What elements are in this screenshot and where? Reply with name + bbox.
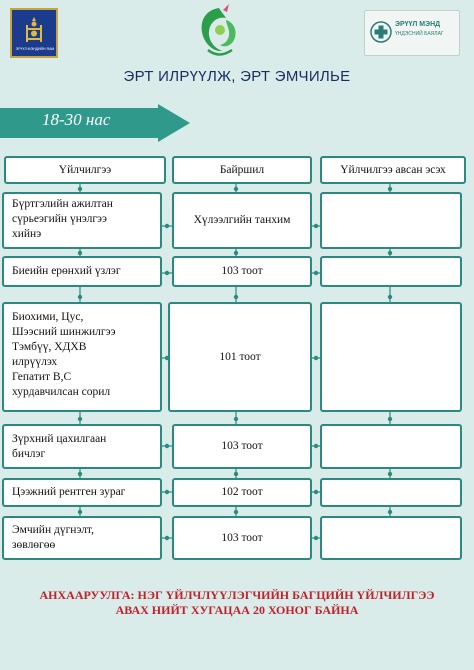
- column-header-service: Үйлчилгээ: [4, 156, 166, 184]
- warning-notice: [0, 588, 474, 618]
- service-cell-lab-tests: [2, 302, 162, 412]
- ministry-logo-caption: ЭРҮҮЛ МЭНДИЙН ЯАМ: [15, 47, 55, 51]
- location-cell: 101 тоот: [168, 302, 312, 412]
- service-text: хурдавчилсан сорил: [12, 386, 111, 398]
- service-text: бичлэг: [12, 448, 46, 460]
- received-checkbox[interactable]: [320, 424, 462, 469]
- service-cell-registration: [2, 192, 162, 249]
- service-text: илрүүлэх: [12, 356, 58, 368]
- location-cell: 103 тоот: [172, 256, 312, 287]
- service-text: хийнэ: [12, 228, 42, 240]
- service-text: Гепатит В,С: [12, 371, 72, 383]
- service-text: Цээжний рентген зураг: [12, 486, 126, 498]
- received-checkbox[interactable]: [320, 478, 462, 507]
- location-cell: 102 тоот: [172, 478, 312, 507]
- column-header-location: Байршил: [172, 156, 312, 184]
- received-checkbox[interactable]: [320, 192, 462, 249]
- service-text: Шээсний шинжилгээ: [12, 326, 116, 338]
- received-checkbox[interactable]: [320, 302, 462, 412]
- location-cell: 103 тоот: [172, 516, 312, 560]
- service-text: Бүртгэлийн ажилтан: [12, 198, 113, 210]
- health-logo-subtitle: ҮНДЭСНИЙ БАЯЛАГ: [395, 31, 444, 37]
- service-cell-ecg: [2, 424, 162, 469]
- warning-notice-line: АНХААРУУЛГА: НЭГ ҮЙЛЧЛҮҮЛЭГЧИЙН БАГЦИЙН ҮЙЛЧИЛГЭЭ: [39, 588, 435, 602]
- column-header-received: Үйлчилгээ авсан эсэх: [320, 156, 466, 184]
- service-text: Эмчийн дүгнэлт,: [12, 524, 94, 536]
- received-checkbox[interactable]: [320, 256, 462, 287]
- location-cell: 103 тоот: [172, 424, 312, 469]
- service-cell-doctor-conclusion: [2, 516, 162, 560]
- service-text: Зүрхний цахилгаан: [12, 433, 107, 445]
- location-cell: Хүлээлгийн танхим: [172, 192, 312, 249]
- warning-notice-line: АВАХ НИЙТ ХУГАЦАА 20 ХОНОГ БАЙНА: [115, 603, 359, 617]
- service-text: зөвлөгөө: [12, 539, 56, 551]
- service-cell-general-exam: [2, 256, 162, 287]
- service-line: [12, 197, 152, 212]
- service-text: Биохими, Цус,: [12, 311, 84, 323]
- service-text: Тэмбүү, ХДХВ: [12, 341, 87, 353]
- health-logo-title: ЭРҮҮЛ МЭНД: [395, 21, 441, 28]
- page-title: ЭРТ ИЛРҮҮЛЖ, ЭРТ ЭМЧИЛЬЕ: [123, 68, 351, 85]
- age-group-label: 18-30 нас: [42, 110, 111, 129]
- service-text: Биеийн ерөнхий үзлэг: [12, 265, 121, 277]
- service-text: сүрьеэгийн үнэлгээ: [12, 213, 107, 225]
- received-checkbox[interactable]: [320, 516, 462, 560]
- service-cell-xray: [2, 478, 162, 507]
